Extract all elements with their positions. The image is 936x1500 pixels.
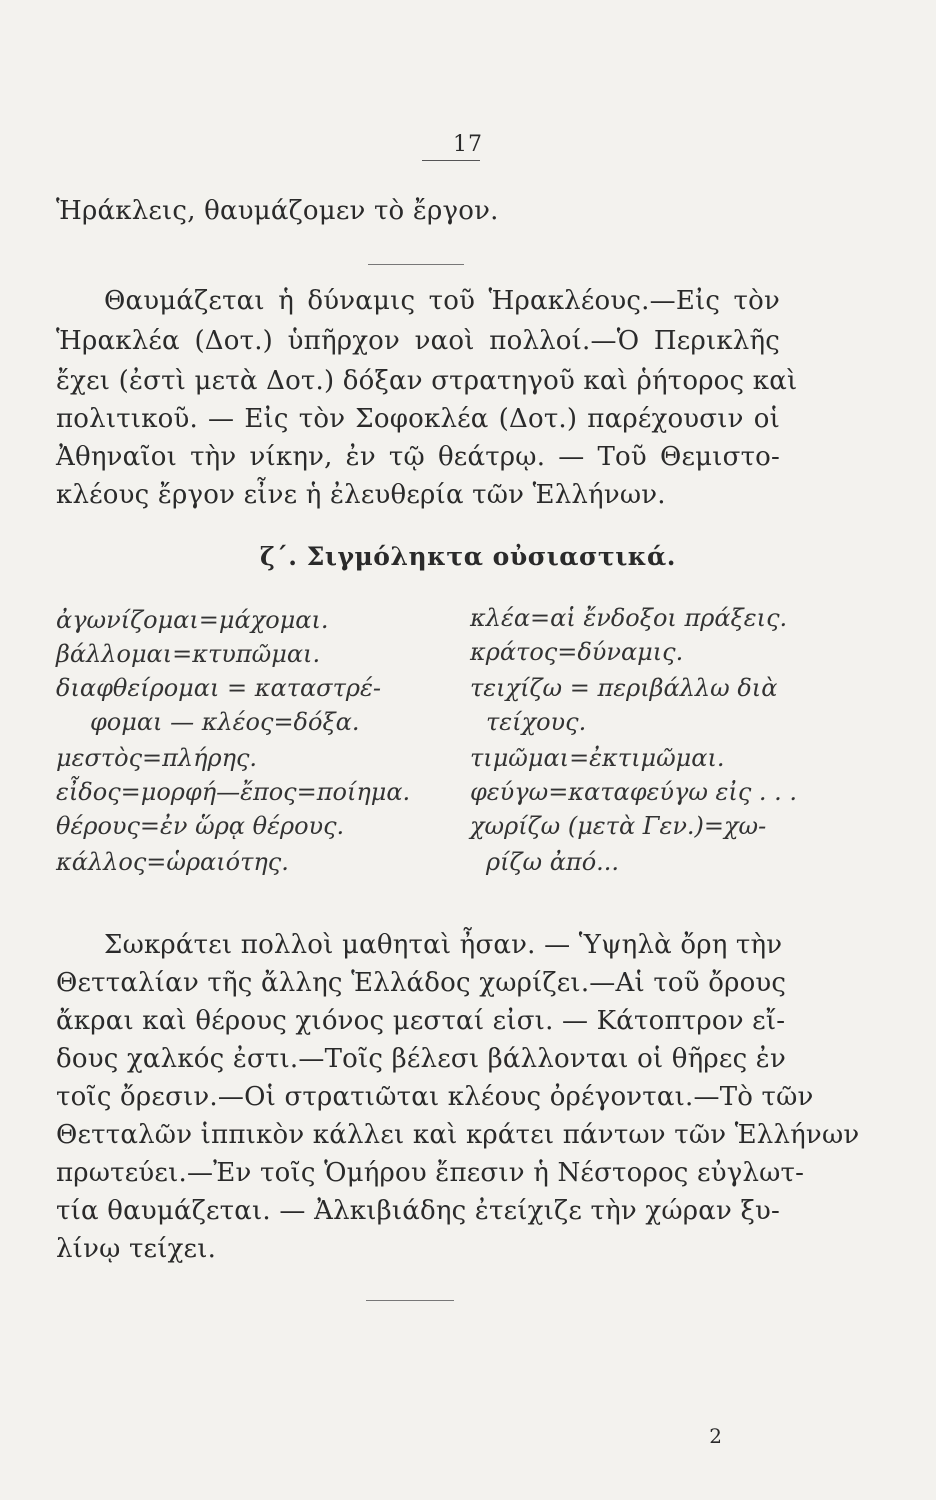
vocab-entry: φεύγω=καταφεύγω εἰς . . .	[470, 778, 798, 806]
vocab-entry: μεστὸς=πλήρης.	[56, 744, 258, 772]
vocab-entry: κράτος=δύναμις.	[470, 638, 684, 666]
paragraph-line: Θετταλῶν ἱππικὸν κάλλει καὶ κράτει πάντων τῶν Ἑλλήνων	[56, 1120, 860, 1150]
paragraph-line: Σωκράτει πολλοὶ μαθηταὶ ἦσαν. — Ὑψηλὰ ὄρη τὴν	[104, 930, 783, 960]
vocab-entry: ρίζω ἀπό...	[486, 848, 620, 876]
page-number-underline	[422, 160, 480, 161]
section-divider	[366, 1300, 454, 1301]
paragraph-line: Θετταλίαν τῆς ἄλλης Ἑλλάδος χωρίζει.—Αἱ τοῦ ὄρους	[56, 968, 787, 998]
paragraph-line: πολιτικοῦ. — Εἰς τὸν Σοφοκλέα (Δοτ.) παρέχουσιν οἱ	[56, 404, 780, 434]
vocab-entry: τιμῶμαι=ἐκτιμῶμαι.	[470, 744, 725, 772]
paragraph-line: Θαυμάζεται ἡ δύναμις τοῦ Ἡρακλέους.—Εἰς τὸν	[104, 286, 780, 316]
paragraph-line: τοῖς ὄρεσιν.—Οἱ στρατιῶται κλέους ὀρέγονται.—Τὸ τῶν	[56, 1082, 814, 1112]
signature-mark: 2	[709, 1424, 722, 1448]
paragraph-line: τία θαυμάζεται. — Ἀλκιβιάδης ἐτείχιζε τὴν χώραν ξυ-	[56, 1196, 780, 1226]
vocab-entry: φομαι — κλέος=δόξα.	[90, 708, 360, 736]
section-heading: ζ΄. Σιγμόληκτα οὐσιαστικά.	[260, 542, 676, 571]
opening-line: Ἡράκλεις, θαυμάζομεν τὸ ἔργον.	[56, 196, 499, 226]
vocab-entry: διαφθείρομαι = καταστρέ-	[56, 674, 381, 702]
paragraph-line: κλέους ἔργον εἶνε ἡ ἐλευθερία τῶν Ἑλλήνων.	[56, 480, 666, 510]
vocab-entry: τειχίζω = περιβάλλω διὰ	[470, 674, 778, 702]
vocab-entry: θέρους=ἐν ὥρᾳ θέρους.	[56, 812, 345, 840]
vocab-entry: βάλλομαι=κτυπῶμαι.	[56, 640, 321, 668]
paragraph-line: ἄκραι καὶ θέρους χιόνος μεσταί εἰσι. — Κάτοπτρον εἴ-	[56, 1006, 786, 1036]
paragraph-line: πρωτεύει.—Ἐν τοῖς Ὁμήρου ἔπεσιν ἡ Νέστορος εὐγλωτ-	[56, 1158, 805, 1188]
vocab-entry: χωρίζω (μετὰ Γεν.)=χω-	[470, 812, 767, 840]
paragraph-line: Ἡρακλέα (Δοτ.) ὑπῆρχον ναοὶ πολλοί.—Ὁ Περικλῆς	[56, 326, 780, 356]
paragraph-line: ἔχει (ἐστὶ μετὰ Δοτ.) δόξαν στρατηγοῦ καὶ ῥήτορος καὶ	[56, 366, 798, 396]
page-number: 17	[453, 132, 483, 157]
paragraph-line: δους χαλκός ἐστι.—Τοῖς βέλεσι βάλλονται οἱ θῆρες ἐν	[56, 1044, 786, 1074]
paragraph-line: λίνῳ τείχει.	[56, 1234, 217, 1264]
vocab-entry: κάλλος=ὡραιότης.	[56, 848, 289, 876]
vocab-entry: εἶδος=μορφή—ἔπος=ποίημα.	[56, 778, 411, 806]
vocab-entry: ἀγωνίζομαι=μάχομαι.	[56, 606, 329, 634]
paragraph-line: Ἀθηναῖοι τὴν νίκην, ἐν τῷ θεάτρῳ. — Τοῦ Θεμιστο-	[56, 442, 780, 472]
section-divider	[368, 264, 464, 265]
vocab-entry: κλέα=αἱ ἔνδοξοι πράξεις.	[470, 604, 788, 632]
vocab-entry: τείχους.	[486, 708, 587, 736]
